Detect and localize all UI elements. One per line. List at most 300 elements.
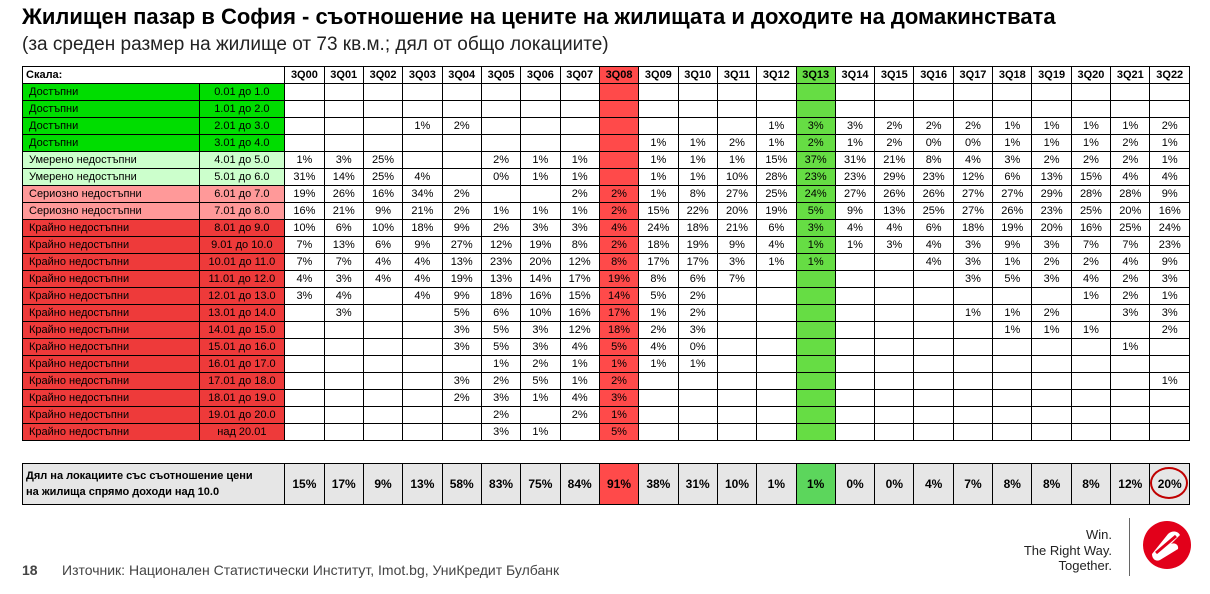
table-cell	[599, 101, 638, 118]
range-label: 5.01 до 6.0	[199, 169, 285, 186]
table-cell: 10%	[363, 220, 402, 237]
table-cell: 31%	[285, 169, 324, 186]
table-cell	[639, 101, 678, 118]
table-cell: 1%	[757, 118, 796, 135]
table-cell: 2%	[599, 373, 638, 390]
table-cell: 1%	[835, 135, 874, 152]
table-cell: 26%	[914, 186, 953, 203]
table-cell: 10%	[521, 305, 560, 322]
table-cell	[285, 339, 324, 356]
table-cell	[796, 424, 835, 441]
summary-value: 31%	[678, 464, 717, 505]
table-cell: 5%	[599, 424, 638, 441]
table-cell	[481, 84, 520, 101]
table-cell: 25%	[914, 203, 953, 220]
table-cell	[403, 390, 442, 407]
table-cell	[953, 339, 992, 356]
table-cell	[717, 339, 756, 356]
summary-value: 8%	[1071, 464, 1110, 505]
table-cell	[1071, 339, 1110, 356]
table-cell: 3%	[717, 254, 756, 271]
category-label: Крайно недостъпни	[23, 288, 200, 305]
table-cell	[914, 322, 953, 339]
quarter-header: 3Q15	[875, 67, 914, 84]
table-cell	[875, 356, 914, 373]
table-cell: 13%	[442, 254, 481, 271]
table-cell	[403, 339, 442, 356]
table-cell: 4%	[363, 271, 402, 288]
table-cell: 16%	[560, 305, 599, 322]
table-cell: 28%	[757, 169, 796, 186]
table-cell	[403, 356, 442, 373]
table-cell	[678, 118, 717, 135]
table-cell: 6%	[481, 305, 520, 322]
table-cell	[560, 135, 599, 152]
table-cell: 31%	[835, 152, 874, 169]
category-label: Крайно недостъпни	[23, 356, 200, 373]
quarter-header: 3Q19	[1032, 67, 1071, 84]
table-cell: 1%	[993, 254, 1032, 271]
category-label: Крайно недостъпни	[23, 220, 200, 237]
table-cell	[993, 390, 1032, 407]
summary-value: 7%	[953, 464, 992, 505]
table-cell	[875, 322, 914, 339]
table-cell: 1%	[717, 152, 756, 169]
quarter-header: 3Q00	[285, 67, 324, 84]
table-cell: 1%	[481, 203, 520, 220]
table-cell	[796, 271, 835, 288]
table-cell	[993, 373, 1032, 390]
quarter-header: 3Q16	[914, 67, 953, 84]
table-cell	[639, 390, 678, 407]
table-cell	[717, 356, 756, 373]
table-cell	[875, 271, 914, 288]
range-label: 0.01 до 1.0	[199, 84, 285, 101]
table-cell	[403, 373, 442, 390]
table-cell: 9%	[403, 237, 442, 254]
table-cell	[442, 356, 481, 373]
table-cell: 4%	[639, 339, 678, 356]
category-label: Крайно недостъпни	[23, 237, 200, 254]
range-label: 15.01 до 16.0	[199, 339, 285, 356]
table-cell	[363, 356, 402, 373]
range-label: 13.01 до 14.0	[199, 305, 285, 322]
table-cell: 1%	[835, 237, 874, 254]
table-cell	[1032, 288, 1071, 305]
table-cell: 3%	[993, 152, 1032, 169]
table-row	[23, 203, 1190, 220]
table-cell: 8%	[678, 186, 717, 203]
table-cell	[1150, 356, 1190, 373]
table-cell	[285, 322, 324, 339]
table-cell	[560, 424, 599, 441]
table-cell: 3%	[1111, 305, 1150, 322]
summary-value: 10%	[717, 464, 756, 505]
table-cell	[363, 118, 402, 135]
table-cell	[639, 407, 678, 424]
summary-value: 58%	[442, 464, 481, 505]
table-cell	[835, 356, 874, 373]
table-cell	[324, 322, 363, 339]
table-cell	[914, 373, 953, 390]
table-row	[23, 101, 1190, 118]
table-cell	[796, 288, 835, 305]
table-cell: 27%	[442, 237, 481, 254]
table-cell	[678, 373, 717, 390]
summary-value: 4%	[914, 464, 953, 505]
table-cell: 1%	[796, 237, 835, 254]
table-cell: 22%	[678, 203, 717, 220]
table-cell	[953, 322, 992, 339]
table-cell	[796, 339, 835, 356]
category-label: Крайно недостъпни	[23, 254, 200, 271]
table-cell	[875, 407, 914, 424]
summary-value: 1%	[757, 464, 796, 505]
table-cell: 18%	[678, 220, 717, 237]
table-cell: 6%	[993, 169, 1032, 186]
table-cell	[914, 288, 953, 305]
table-cell	[324, 424, 363, 441]
category-label: Достъпни	[23, 84, 200, 101]
table-row	[23, 339, 1190, 356]
table-cell: 1%	[639, 186, 678, 203]
table-cell: 2%	[481, 407, 520, 424]
table-cell	[285, 305, 324, 322]
table-cell: 4%	[757, 237, 796, 254]
table-cell	[1032, 373, 1071, 390]
table-cell: 1%	[678, 135, 717, 152]
table-cell: 15%	[1071, 169, 1110, 186]
table-cell: 26%	[324, 186, 363, 203]
table-cell: 12%	[481, 237, 520, 254]
table-cell: 21%	[875, 152, 914, 169]
table-cell	[324, 135, 363, 152]
table-row	[23, 390, 1190, 407]
table-cell	[835, 322, 874, 339]
table-cell	[521, 84, 560, 101]
quarter-header: 3Q07	[560, 67, 599, 84]
table-cell	[796, 84, 835, 101]
table-cell	[442, 84, 481, 101]
table-cell: 1%	[678, 356, 717, 373]
range-label: 11.01 до 12.0	[199, 271, 285, 288]
table-cell	[285, 424, 324, 441]
table-cell	[835, 305, 874, 322]
summary-value: 20%	[1150, 464, 1190, 505]
table-cell	[835, 373, 874, 390]
table-cell	[1111, 424, 1150, 441]
table-cell: 5%	[599, 339, 638, 356]
table-cell: 1%	[1032, 322, 1071, 339]
table-cell	[442, 135, 481, 152]
range-label: 2.01 до 3.0	[199, 118, 285, 135]
quarter-header: 3Q03	[403, 67, 442, 84]
table-cell: 28%	[1071, 186, 1110, 203]
table-row	[23, 169, 1190, 186]
table-cell: 3%	[835, 118, 874, 135]
table-cell	[757, 322, 796, 339]
table-row	[23, 118, 1190, 135]
table-cell	[285, 373, 324, 390]
table-cell: 1%	[993, 305, 1032, 322]
table-cell: 7%	[1111, 237, 1150, 254]
quarter-header: 3Q13	[796, 67, 835, 84]
table-cell: 13%	[875, 203, 914, 220]
table-cell: 23%	[1032, 203, 1071, 220]
table-cell	[285, 135, 324, 152]
table-cell	[678, 424, 717, 441]
table-cell: 20%	[1111, 203, 1150, 220]
table-cell	[953, 424, 992, 441]
table-cell	[835, 424, 874, 441]
tagline-line2: The Right Way.	[1023, 542, 1112, 558]
table-cell	[521, 186, 560, 203]
category-label: Крайно недостъпни	[23, 407, 200, 424]
table-cell	[324, 101, 363, 118]
table-cell: 7%	[285, 254, 324, 271]
table-cell	[993, 356, 1032, 373]
quarter-header: 3Q18	[993, 67, 1032, 84]
table-cell: 1%	[1150, 373, 1190, 390]
table-cell	[717, 84, 756, 101]
table-cell: 1%	[599, 407, 638, 424]
table-cell	[639, 84, 678, 101]
table-cell: 1%	[1150, 135, 1190, 152]
range-label: 12.01 до 13.0	[199, 288, 285, 305]
table-cell: 3%	[442, 339, 481, 356]
table-cell: 20%	[717, 203, 756, 220]
table-cell	[1111, 101, 1150, 118]
table-cell	[481, 118, 520, 135]
table-cell	[324, 118, 363, 135]
table-cell: 1%	[560, 373, 599, 390]
table-cell: 9%	[717, 237, 756, 254]
summary-value: 12%	[1111, 464, 1150, 505]
table-cell	[639, 373, 678, 390]
category-label: Крайно недостъпни	[23, 390, 200, 407]
table-row	[23, 271, 1190, 288]
table-cell: 3%	[481, 390, 520, 407]
table-cell: 3%	[521, 322, 560, 339]
table-cell: 25%	[363, 169, 402, 186]
tagline-line1: Win.	[1086, 527, 1112, 542]
table-cell: 19%	[442, 271, 481, 288]
table-cell: 1%	[1150, 152, 1190, 169]
range-label: 4.01 до 5.0	[199, 152, 285, 169]
table-cell: 23%	[1150, 237, 1190, 254]
table-row	[23, 186, 1190, 203]
unicredit-logo-icon	[1142, 520, 1192, 575]
table-cell	[993, 288, 1032, 305]
table-cell: 19%	[285, 186, 324, 203]
table-cell	[363, 305, 402, 322]
table-cell: 9%	[835, 203, 874, 220]
table-cell	[953, 84, 992, 101]
table-cell	[363, 101, 402, 118]
quarter-header: 3Q06	[521, 67, 560, 84]
table-cell: 3%	[599, 390, 638, 407]
table-cell: 9%	[993, 237, 1032, 254]
table-cell: 1%	[1111, 339, 1150, 356]
table-cell	[1071, 407, 1110, 424]
table-cell	[953, 373, 992, 390]
table-cell	[678, 101, 717, 118]
table-cell: 21%	[403, 203, 442, 220]
summary-value: 83%	[481, 464, 520, 505]
table-cell: 16%	[363, 186, 402, 203]
table-cell: 9%	[1150, 186, 1190, 203]
table-cell: 2%	[599, 186, 638, 203]
table-cell	[324, 407, 363, 424]
table-cell: 2%	[796, 135, 835, 152]
table-cell: 2%	[1111, 271, 1150, 288]
table-cell: 4%	[403, 288, 442, 305]
table-cell	[442, 101, 481, 118]
table-row	[23, 373, 1190, 390]
source-note: Източник: Национален Статистически Институт, Imot.bg, УниКредит Булбанк	[62, 562, 560, 578]
table-cell: 25%	[1071, 203, 1110, 220]
table-cell: 2%	[521, 356, 560, 373]
table-cell: 4%	[403, 271, 442, 288]
table-cell: 27%	[835, 186, 874, 203]
table-cell	[639, 118, 678, 135]
table-cell: 3%	[442, 322, 481, 339]
table-cell	[324, 84, 363, 101]
table-cell	[481, 101, 520, 118]
range-label: 17.01 до 18.0	[199, 373, 285, 390]
table-cell	[1032, 424, 1071, 441]
table-cell: 20%	[1032, 220, 1071, 237]
table-cell	[717, 407, 756, 424]
table-cell	[403, 135, 442, 152]
table-cell: 2%	[639, 322, 678, 339]
table-cell	[914, 305, 953, 322]
table-cell: 10%	[285, 220, 324, 237]
table-cell: 2%	[1111, 152, 1150, 169]
table-cell	[914, 271, 953, 288]
table-cell: 17%	[639, 254, 678, 271]
table-cell	[757, 305, 796, 322]
table-cell: 1%	[481, 356, 520, 373]
summary-value: 38%	[639, 464, 678, 505]
table-cell: 2%	[481, 220, 520, 237]
table-cell	[1071, 305, 1110, 322]
table-cell	[1071, 424, 1110, 441]
table-cell	[403, 322, 442, 339]
table-cell: 1%	[757, 254, 796, 271]
table-cell: 0%	[481, 169, 520, 186]
table-cell: 13%	[1032, 169, 1071, 186]
table-cell: 1%	[560, 152, 599, 169]
table-cell: 18%	[599, 322, 638, 339]
table-cell: 25%	[363, 152, 402, 169]
table-cell	[796, 373, 835, 390]
category-label: Крайно недостъпни	[23, 305, 200, 322]
table-cell: 2%	[442, 203, 481, 220]
table-cell: 2%	[442, 390, 481, 407]
table-cell: 2%	[1071, 254, 1110, 271]
table-cell: 9%	[1150, 254, 1190, 271]
table-cell: 1%	[757, 135, 796, 152]
summary-value: 91%	[599, 464, 638, 505]
table-cell: 3%	[285, 288, 324, 305]
table-cell: 2%	[914, 118, 953, 135]
table-cell: 4%	[875, 220, 914, 237]
quarter-header: 3Q14	[835, 67, 874, 84]
table-cell	[363, 390, 402, 407]
quarter-header: 3Q11	[717, 67, 756, 84]
table-cell: 1%	[678, 169, 717, 186]
table-cell	[835, 390, 874, 407]
summary-label-line1: Дял на локациите със съотношение цени	[26, 470, 253, 482]
table-cell: 21%	[324, 203, 363, 220]
table-cell: 1%	[521, 390, 560, 407]
table-cell: 1%	[1150, 288, 1190, 305]
table-cell: 6%	[363, 237, 402, 254]
table-row	[23, 220, 1190, 237]
table-cell: 3%	[678, 322, 717, 339]
table-cell	[363, 373, 402, 390]
table-cell	[875, 339, 914, 356]
table-cell: 17%	[599, 305, 638, 322]
category-label: Крайно недостъпни	[23, 271, 200, 288]
table-cell: 24%	[639, 220, 678, 237]
table-cell	[796, 356, 835, 373]
table-cell	[717, 118, 756, 135]
table-cell	[403, 152, 442, 169]
table-cell: 16%	[1150, 203, 1190, 220]
table-cell: 1%	[993, 322, 1032, 339]
table-cell	[875, 373, 914, 390]
table-cell	[953, 288, 992, 305]
table-cell: 3%	[521, 339, 560, 356]
category-label: Крайно недостъпни	[23, 322, 200, 339]
table-row	[23, 424, 1190, 441]
quarter-header: 3Q22	[1150, 67, 1190, 84]
table-cell	[757, 356, 796, 373]
table-cell: 2%	[1071, 152, 1110, 169]
table-cell: 5%	[639, 288, 678, 305]
table-cell: 8%	[639, 271, 678, 288]
table-cell	[717, 424, 756, 441]
table-cell: 8%	[560, 237, 599, 254]
table-cell	[1071, 356, 1110, 373]
table-cell: 2%	[560, 186, 599, 203]
table-cell	[442, 152, 481, 169]
table-cell: 4%	[835, 220, 874, 237]
table-cell	[993, 339, 1032, 356]
table-cell: 2%	[875, 118, 914, 135]
table-cell: 6%	[757, 220, 796, 237]
quarter-header: 3Q12	[757, 67, 796, 84]
range-label: 3.01 до 4.0	[199, 135, 285, 152]
table-row	[23, 237, 1190, 254]
table-cell: 19%	[599, 271, 638, 288]
table-cell: 19%	[993, 220, 1032, 237]
quarter-header: 3Q08	[599, 67, 638, 84]
table-cell	[363, 424, 402, 441]
table-cell	[717, 288, 756, 305]
table-cell	[1111, 84, 1150, 101]
table-cell: 17%	[678, 254, 717, 271]
table-cell	[599, 84, 638, 101]
table-cell: 3%	[442, 373, 481, 390]
table-cell: 4%	[403, 254, 442, 271]
table-cell: 15%	[560, 288, 599, 305]
quarter-header: 3Q05	[481, 67, 520, 84]
table-cell	[599, 135, 638, 152]
quarter-header: 3Q09	[639, 67, 678, 84]
